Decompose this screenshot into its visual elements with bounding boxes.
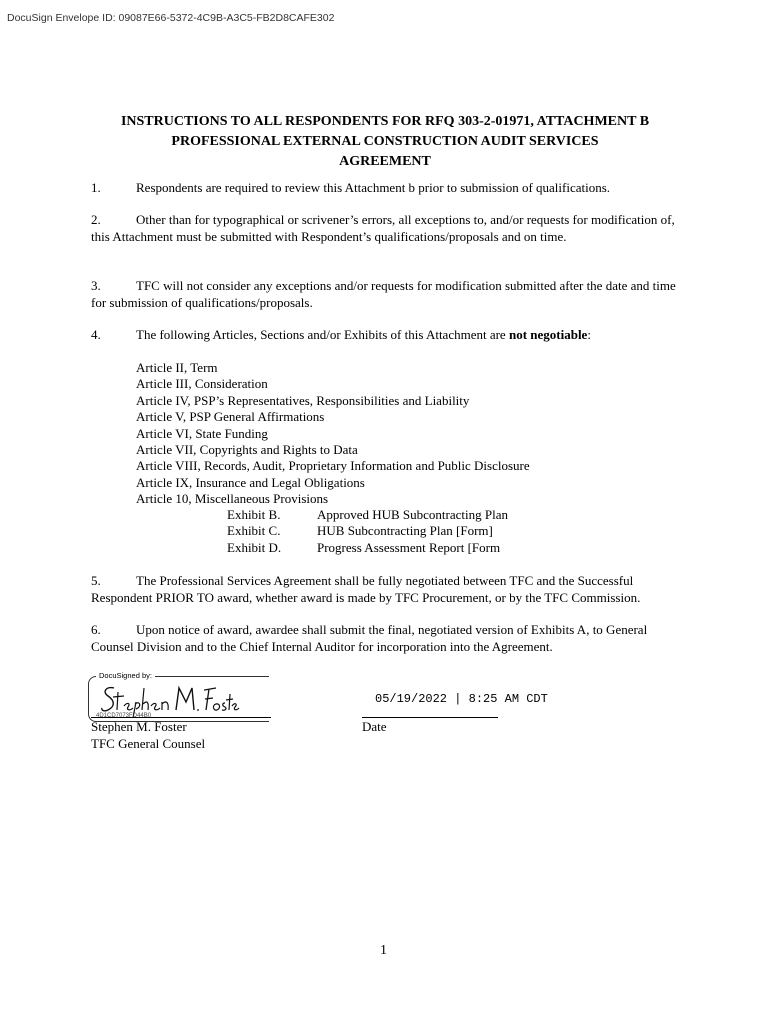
item-4: [91, 327, 681, 344]
item-6: [91, 622, 681, 655]
exhibit-name: Approved HUB Subcontracting Plan: [317, 507, 509, 522]
article-item: Article VI, State Funding: [136, 425, 268, 441]
item-number: 5.: [91, 573, 101, 588]
item-text-end: :: [587, 327, 591, 342]
date-line: [362, 717, 498, 718]
exhibit-id: Exhibit D.: [227, 539, 282, 555]
item-text: Upon notice of award, awardee shall submit the final, negotiated version of Exhibits A, to General Counsel Division and to the Chief Internal Auditor for incorporation into the Agreement.: [91, 622, 648, 654]
title-line-2: PROFESSIONAL EXTERNAL CONSTRUCTION AUDIT SERVICES: [171, 134, 599, 149]
item-text: The Professional Services Agreement shall be fully negotiated between TFC and the Successful Respondent PRIOR TO award, whether award is made by TFC Procurement, or by the TFC Commission.: [91, 573, 641, 605]
item-number: 3.: [91, 278, 101, 293]
article-item: Article II, Term: [136, 360, 218, 375]
docusign-label: DocuSigned by:: [96, 671, 155, 680]
exhibit-item: [227, 540, 508, 556]
item-number: 4.: [91, 327, 101, 342]
article-list: [136, 360, 530, 508]
item-number: 1.: [91, 180, 101, 195]
envelope-id: DocuSign Envelope ID: 09087E66-5372-4C9B-A3C5-FB2D8CAFE302: [7, 12, 335, 24]
title-line-3: AGREEMENT: [339, 154, 431, 169]
exhibit-id: Exhibit B.: [227, 507, 281, 522]
exhibit-name: HUB Subcontracting Plan [Form]: [317, 523, 493, 539]
article-item: Article III, Consideration: [136, 376, 268, 392]
exhibit-list: [227, 507, 508, 556]
signature-line: [91, 717, 271, 718]
page-number: 1: [380, 943, 387, 958]
exhibit-item: [227, 507, 508, 523]
item-2: [91, 212, 681, 245]
article-item: Article VII, Copyrights and Rights to Data: [136, 442, 358, 458]
item-text: TFC will not consider any exceptions and/or requests for modification submitted after the date and time for submission of qualifications/proposals.: [91, 278, 676, 310]
title-line-1: INSTRUCTIONS TO ALL RESPONDENTS FOR RFQ 303-2-01971, ATTACHMENT B: [120, 114, 650, 129]
signer-title: TFC General Counsel: [91, 736, 206, 751]
item-3: [91, 278, 681, 311]
signer-name: Stephen M. Foster: [91, 719, 187, 734]
item-5: [91, 573, 681, 606]
date-label: Date: [362, 719, 387, 734]
item-text: Respondents are required to review this Attachment b prior to submission of qualifications.: [136, 180, 611, 195]
article-item: Article VIII, Records, Audit, Proprietary Information and Public Disclosure: [136, 458, 530, 474]
item-1: [91, 180, 681, 197]
article-item: Article IX, Insurance and Legal Obligations: [136, 474, 365, 490]
item-text: Other than for typographical or scrivener’s errors, all exceptions to, and/or requests for modification of, this Attachment must be submitted with Respondent’s qualifications/proposals and on time.: [91, 212, 675, 244]
document-title: [0, 112, 770, 172]
item-text-bold: not negotiable: [508, 327, 588, 342]
exhibit-name: Progress Assessment Report [Form: [317, 539, 501, 555]
exhibit-item: [227, 523, 508, 539]
item-text: The following Articles, Sections and/or Exhibits of this Attachment are: [136, 327, 509, 342]
item-number: 6.: [91, 622, 101, 637]
article-item: Article 10, Miscellaneous Provisions: [136, 491, 329, 507]
article-item: Article IV, PSP’s Representatives, Responsibilities and Liability: [136, 392, 470, 408]
signature-hash: 4D1CD7073FD44B0: [96, 713, 152, 719]
signed-date: 05/19/2022 | 8:25 AM CDT: [375, 692, 548, 706]
item-number: 2.: [91, 212, 101, 227]
exhibit-id: Exhibit C.: [227, 523, 281, 539]
article-item: Article V, PSP General Affirmations: [136, 409, 325, 425]
